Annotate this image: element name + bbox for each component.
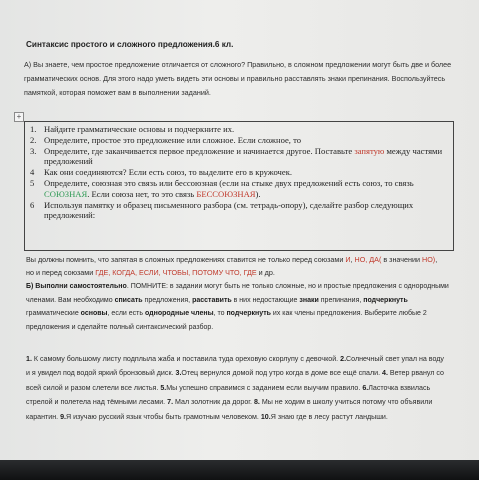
sentence-number: 7. [167, 398, 174, 407]
sentence-text: Я изучаю русский язык чтобы быть грамотным человеком. [66, 412, 261, 421]
memo-task-list [30, 124, 450, 221]
sentence-number: 2. [340, 355, 347, 363]
sentence-text: Ласточка взвилась стрелой и полетела над тёмными лесами. [26, 383, 431, 407]
punctuation-note: Вы должны помнить, что запятая в сложных предложениях ставится не только перед союзами И, НО, ДА( в значении НО), но и перед союзами ГДЕ, КОГДА, ЕСЛИ, ЧТОБЫ, ПОТОМУ ЧТО, ГДЕ и др. [26, 255, 438, 277]
sentence-text: Солнечный свет упал на воду и я увидел под водой яркий бронзовый диск. [26, 355, 444, 378]
monitor-bezel [0, 460, 479, 480]
highlight-comma-word: запятую [354, 145, 385, 156]
sentence-text: Ветер рванул со всей силой и разом слетели все листья. [26, 369, 444, 392]
sentence-text: Мы не ходим в школу учиться потому что объявили карантин. [26, 398, 433, 421]
exercise-sentences [26, 352, 448, 424]
sentence-number: 6. [362, 383, 369, 392]
independent-task-paragraph: Б) Выполни самостоятельно. ПОМНИТЕ: в задании могут быть не только сложные, но и простые предложения с однородными членами. Вам необходимо списать предложения, расставить в них недостающие знаки препинания, подчеркнуть грамматические основы, если есть однородные члены, то подчеркнуть их как члены предложения. Выберите любые 2 предложения и сделайте полный синтаксический разбор. [26, 283, 449, 331]
memo-item: 6 Используя памятку и образец письменного разбора (см. тетрадь-опору), сделайте разбор следующих предложений: [30, 199, 414, 221]
intro-paragraph: А) Вы знаете, чем простое предложение отличается от сложного? Правильно, в сложном предложении могут быть две и более грамматических основ. Для этого надо уметь видеть эти основы и правильно расставлять знаки препинания. Воспользуйтесь памяткой, которая поможет вам в выполнении заданий. [24, 60, 452, 97]
sentence-text: Мал золотник да дорог. [173, 398, 254, 407]
sentence-number: 9. [60, 412, 67, 421]
sentence-number: 8. [253, 398, 260, 407]
table-move-handle-icon[interactable]: + [14, 112, 24, 122]
memo-item: 2. Определите, простое это предложение или сложное. Если сложное, то [30, 134, 302, 145]
sentence-number: 3. [175, 369, 182, 378]
sentence-text: Я знаю где в лесу растут ландыши. [270, 412, 388, 421]
memo-item: 4 Как они соединяются? Если есть союз, то выделите его в кружочек. [30, 167, 293, 178]
highlight-conjunction-type: СОЮЗНАЯ [44, 188, 88, 199]
sentence-number: 4. [382, 369, 388, 378]
memo-item: 1. Найдите грамматические основы и подчеркните их. [30, 124, 235, 134]
highlight-nonconjunction-type: БЕССОЮЗНАЯ [196, 188, 256, 199]
sentence-text: К самому большому листу подплыла жаба и поставила туда ореховую скорлупу с девочкой. [31, 355, 341, 363]
memo-item: 3. Определите, где заканчивается первое предложение и начинается другое. Поставьте запятую между частями предложений [30, 145, 443, 167]
sentence-number: 5. [160, 383, 167, 392]
part-b-heading: Б) Выполни самостоятельно [26, 283, 127, 290]
memo-item: 5 Определите, союзная это связь или бессоюзная (если на стыке двух предложений есть союз, то связь СОЮЗНАЯ. Если союза нет, то это связь БЕССОЮЗНАЯ). [30, 177, 414, 199]
sentence-number: 10. [260, 412, 271, 421]
sentence-text: Отец вернулся домой под утро когда в доме все ещё спали. [181, 369, 383, 378]
sentence-text: Мы успешно справимся с заданием если выучим правило. [166, 383, 363, 392]
sentence-number: 1. [26, 355, 32, 363]
document-title: Синтаксис простого и сложного предложения.6 кл. [26, 40, 234, 49]
